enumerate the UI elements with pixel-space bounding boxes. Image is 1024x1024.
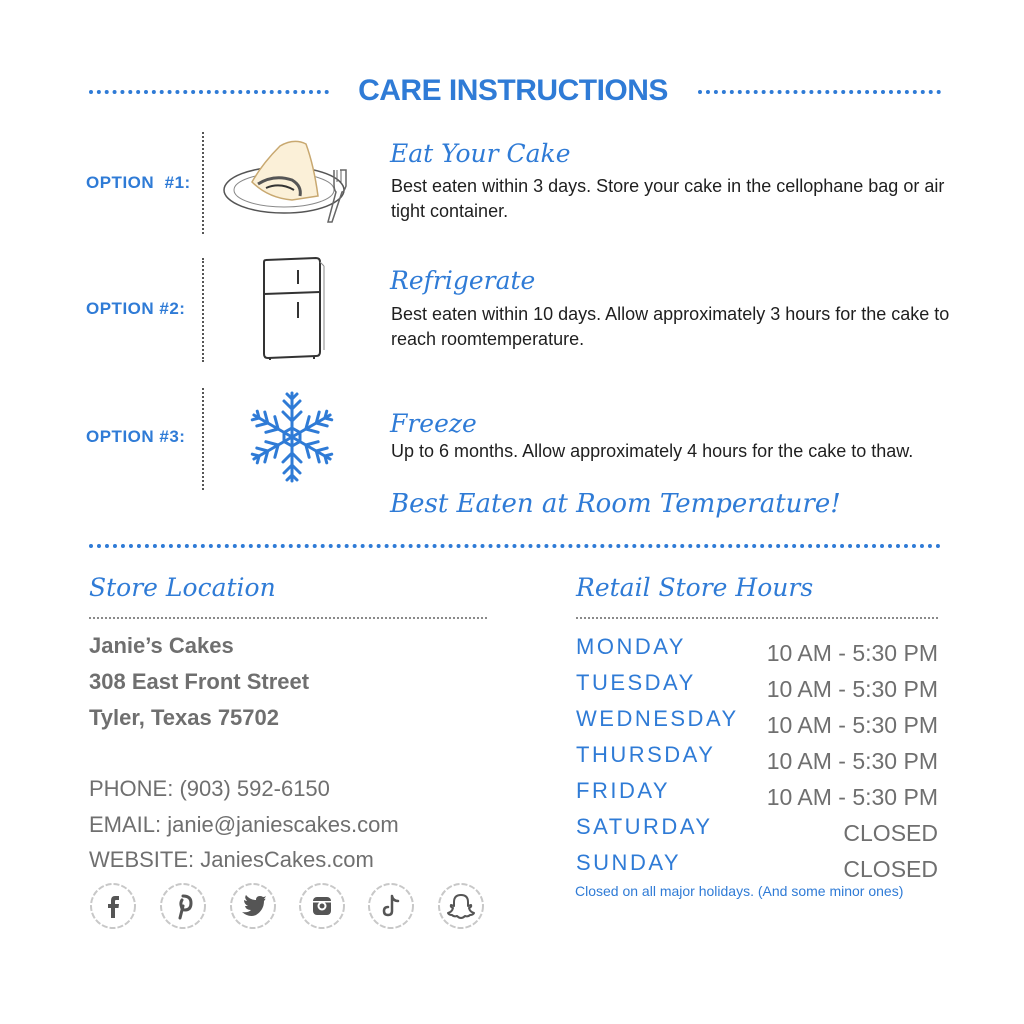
website-link[interactable]: WEBSITE: JaniesCakes.com xyxy=(89,847,374,872)
hours-day-sunday: SUNDAY xyxy=(576,850,682,875)
hours-time-tuesday: 10 AM - 5:30 PM xyxy=(766,676,938,702)
option-3-divider xyxy=(202,388,204,490)
snowflake-icon xyxy=(245,388,339,486)
option-2-heading: Refrigerate xyxy=(390,266,536,295)
cake-slice-icon xyxy=(222,134,367,226)
hours-day-tuesday: TUESDAY xyxy=(576,670,696,695)
hours-time-friday: 10 AM - 5:30 PM xyxy=(766,784,938,810)
holiday-note: Closed on all major holidays. (And some minor ones) xyxy=(575,883,904,899)
page-title: CARE INSTRUCTIONS xyxy=(358,74,668,107)
hours-day-saturday: SATURDAY xyxy=(576,814,713,839)
refrigerator-icon xyxy=(258,256,328,360)
pinterest-icon[interactable] xyxy=(159,882,207,930)
option-3-description: Up to 6 months. Allow approximately 4 hours for the cake to thaw. xyxy=(391,441,914,461)
snapchat-icon[interactable] xyxy=(437,882,485,930)
option-1-description: Best eaten within 3 days. Store your cake in the cellophane bag or air tight container. xyxy=(391,176,945,221)
hours-day-monday: MONDAY xyxy=(576,634,686,659)
store-hours-underline xyxy=(576,617,938,619)
header-divider-left xyxy=(89,90,329,94)
hours-day-friday: FRIDAY xyxy=(576,778,671,803)
option-1-divider xyxy=(202,132,204,234)
option-3-heading: Freeze xyxy=(390,409,477,438)
hours-time-wednesday: 10 AM - 5:30 PM xyxy=(766,712,938,738)
store-name: Janie’s Cakes xyxy=(89,633,234,658)
option-2-label: OPTION #2: xyxy=(86,299,186,318)
email-link[interactable]: EMAIL: janie@janiescakes.com xyxy=(89,812,399,837)
store-location-underline xyxy=(89,617,487,619)
store-hours-heading: Retail Store Hours xyxy=(576,573,814,602)
hours-time-sunday: CLOSED xyxy=(843,856,938,882)
hours-time-saturday: CLOSED xyxy=(843,820,938,846)
option-2-divider xyxy=(202,258,204,362)
store-city: Tyler, Texas 75702 xyxy=(89,705,279,730)
store-location-heading: Store Location xyxy=(89,573,276,602)
hours-time-thursday: 10 AM - 5:30 PM xyxy=(766,748,938,774)
hours-day-wednesday: WEDNESDAY xyxy=(576,706,739,731)
tiktok-icon[interactable] xyxy=(367,882,415,930)
option-1-heading: Eat Your Cake xyxy=(390,139,571,168)
option-3-label: OPTION #3: xyxy=(86,427,186,446)
option-2-description: Best eaten within 10 days. Allow approximately 3 hours for the cake to reach roomtemperature. xyxy=(391,304,950,349)
store-street: 308 East Front Street xyxy=(89,669,310,694)
twitter-icon[interactable] xyxy=(229,882,277,930)
section-divider xyxy=(89,544,941,548)
hours-time-monday: 10 AM - 5:30 PM xyxy=(766,640,938,666)
hours-day-thursday: THURSDAY xyxy=(576,742,716,767)
header-divider-right xyxy=(698,90,941,94)
option-1-label: OPTION #1: xyxy=(86,173,191,192)
instagram-icon[interactable] xyxy=(298,882,346,930)
phone-text[interactable]: PHONE: (903) 592-6150 xyxy=(89,776,330,801)
tagline: Best Eaten at Room Temperature! xyxy=(390,489,841,519)
facebook-icon[interactable] xyxy=(89,882,137,930)
